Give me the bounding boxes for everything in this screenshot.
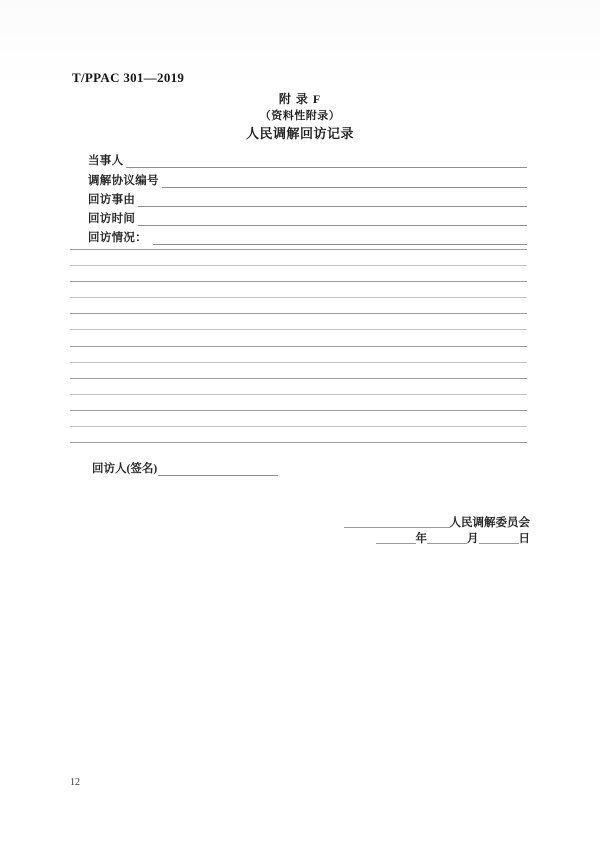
committee-row (344, 515, 531, 529)
appendix-type-note: （资料性附录） (259, 110, 341, 122)
year-line (376, 543, 416, 544)
ruled-line (70, 394, 527, 410)
form-row-party (88, 149, 527, 168)
fill-in-line (138, 206, 527, 207)
month-line (427, 543, 467, 544)
fill-in-line (153, 244, 527, 245)
ruled-line (70, 329, 527, 345)
fill-in-line (138, 225, 527, 226)
ruled-line (70, 442, 527, 458)
appendix-title-block (70, 91, 530, 143)
ruled-line (70, 378, 527, 394)
standard-doc-code: T/PPAC 301—2019 (72, 70, 185, 85)
form-row-agreement-number (88, 168, 527, 187)
date-row (376, 531, 531, 545)
committee-label: 人民调解委员会 (449, 517, 530, 529)
ruled-line (70, 249, 527, 265)
appendix-heading: 附 录 F (278, 92, 322, 106)
ruled-line (70, 265, 527, 281)
field-label-party: 当事人 (88, 155, 124, 168)
ruled-line (70, 426, 527, 442)
form-row-visit-situation (88, 226, 527, 245)
field-label-visit-reason: 回访事由 (88, 193, 136, 206)
fill-in-line (162, 187, 527, 188)
ruled-line (70, 346, 527, 362)
ruled-lines-area (70, 249, 527, 458)
field-label-visit-time: 回访时间 (88, 213, 136, 226)
ruled-line (70, 297, 527, 313)
form-row-visit-reason (88, 188, 527, 207)
signer-label: 回访人(签名) (92, 463, 158, 475)
month-unit: 月 (467, 533, 479, 545)
signature-line (158, 475, 278, 476)
day-unit: 日 (518, 533, 530, 545)
committee-name-line (344, 527, 450, 528)
form-fields (88, 149, 527, 245)
appendix-title: 人民调解回访记录 (245, 126, 354, 141)
day-line (479, 543, 519, 544)
field-label-visit-situation: 回访情况： (88, 232, 151, 245)
fill-in-line (126, 167, 527, 168)
field-label-agreement-number: 调解协议编号 (88, 174, 159, 187)
ruled-line (70, 281, 527, 297)
ruled-line (70, 313, 527, 329)
ruled-line (70, 362, 527, 378)
signer-row (92, 461, 278, 476)
year-unit: 年 (415, 533, 427, 545)
page-number: 12 (70, 777, 80, 788)
ruled-line (70, 410, 527, 426)
form-row-visit-time (88, 207, 527, 226)
